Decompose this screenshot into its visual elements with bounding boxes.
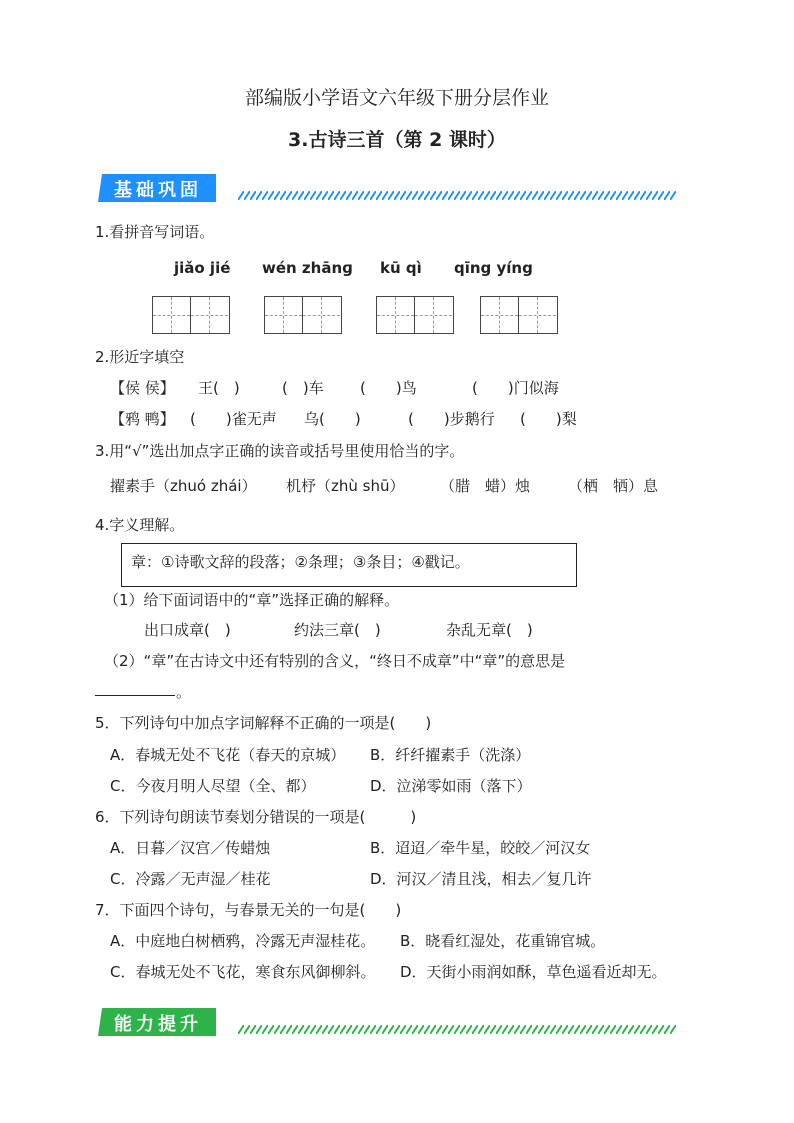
section-label-basic: 基础巩固 [114, 180, 202, 201]
writing-grid-2[interactable] [264, 296, 342, 334]
q5-option-d: D．泣涕零如雨（落下） [370, 777, 532, 795]
writing-grid-4[interactable] [480, 296, 558, 334]
pinyin-2: wén zhānɡ [262, 259, 353, 277]
q2-row2-item: 乌( ) [304, 410, 361, 428]
q7-option-c: C．春城无处不飞花，寒食东风御柳斜。 [110, 963, 376, 981]
question-1-title: 1.看拼音写词语。 [95, 223, 215, 241]
q5-option-c: C．今夜月明人尽望（全、都） [110, 777, 316, 795]
q2-row1-item: ( )鸟 [360, 379, 417, 397]
section-banner-basic [96, 172, 676, 204]
question-6-title: 6．下列诗句朗读节奏划分错误的一项是( ) [95, 808, 417, 826]
question-7-title: 7．下面四个诗句，与春景无关的一句是( ) [95, 901, 402, 919]
page-title: 部编版小学语文六年级下册分层作业 [244, 87, 549, 109]
q4-word: 约法三章( ) [294, 621, 381, 639]
q3-item: （栖 牺）息 [568, 477, 659, 495]
q2-row2-item: ( )雀无声 [190, 410, 277, 428]
q7-option-a: A．中庭地白树栖鸦，冷露无声湿桂花。 [110, 932, 376, 950]
q3-item: 擢素手（zhuó zhái） [110, 477, 257, 495]
q5-option-b: B．纤纤擢素手（洗涤） [370, 746, 531, 764]
q2-row1-label: 【侯 侯】 [110, 379, 175, 397]
q2-row1-item: 王( ) [198, 379, 240, 397]
q2-row2-label: 【鸦 鸭】 [110, 410, 175, 428]
banner-stripes [238, 1025, 676, 1034]
q4-end-mark: 。 [176, 683, 192, 701]
question-3-title: 3.用“√”选出加点字正确的读音或括号里使用恰当的字。 [95, 442, 465, 460]
q4-word: 出口成章( ) [144, 621, 231, 639]
section-label-advanced: 能力提升 [114, 1014, 202, 1035]
q4-sub2: （2）“章”在古诗文中还有特别的含义，“终日不成章”中“章”的意思是 [104, 652, 566, 670]
writing-grid-1[interactable] [152, 296, 230, 334]
definition-text: 章：①诗歌文辞的段落；②条理；③条目；④戳记。 [131, 553, 470, 571]
q6-option-c: C．冷露／无声湿／桂花 [110, 870, 271, 888]
lesson-subtitle: 3.古诗三首（第 2 课时） [288, 129, 506, 151]
q4-sub1: （1）给下面词语中的“章”选择正确的解释。 [104, 591, 400, 609]
section-banner-advanced [96, 1006, 676, 1038]
q2-row1-item: ( )门似海 [472, 379, 559, 397]
q2-row1-item: ( )车 [282, 379, 324, 397]
answer-blank[interactable] [95, 695, 175, 696]
question-5-title: 5．下列诗句中加点字词解释不正确的一项是( ) [95, 714, 432, 732]
pinyin-4: qīng yíng [454, 259, 533, 277]
writing-grid-3[interactable] [376, 296, 454, 334]
q4-word: 杂乱无章( ) [446, 621, 533, 639]
q3-item: （腊 蜡）烛 [440, 477, 531, 495]
q6-option-a: A．日暮／汉宫／传蜡烛 [110, 839, 271, 857]
pinyin-1: jiǎo jié [174, 259, 231, 277]
q5-option-a: A．春城无处不飞花（春天的京城） [110, 746, 346, 764]
q3-item: 机杼（zhù shū） [286, 477, 405, 495]
banner-stripes [238, 191, 676, 200]
question-2-title: 2.形近字填空 [95, 348, 185, 366]
question-4-title: 4.字义理解。 [95, 516, 185, 534]
pinyin-3: kū qì [380, 259, 422, 277]
q7-option-b: B．晓看红湿处，花重锦官城。 [400, 932, 606, 950]
q2-row2-item: ( )步鹅行 [408, 410, 495, 428]
q6-option-b: B．迢迢／牵牛星，皎皎／河汉女 [370, 839, 591, 857]
q2-row2-item: ( )梨 [520, 410, 577, 428]
q6-option-d: D．河汉／清且浅，相去／复几许 [370, 870, 592, 888]
q7-option-d: D．天街小雨润如酥，草色遥看近却无。 [400, 963, 667, 981]
